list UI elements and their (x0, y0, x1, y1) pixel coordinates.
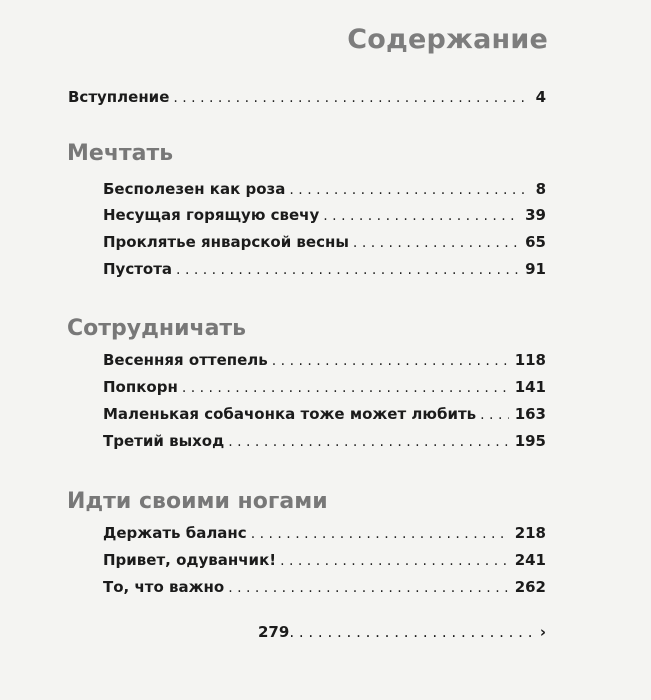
toc-entry-page: 91 (525, 260, 546, 278)
dot-leader (176, 262, 519, 278)
page-title: Содержание (347, 24, 548, 55)
toc-entry-label: Привет, одуванчик! (103, 551, 277, 569)
dot-leader (480, 407, 509, 423)
toc-entry (103, 233, 546, 251)
toc-entry-label: Пустота (103, 260, 173, 278)
toc-entry-page: 218 (514, 524, 546, 542)
dot-leader (251, 526, 509, 542)
section-heading: Сотрудничать (67, 316, 247, 341)
toc-entry (103, 524, 546, 542)
toc-entry-label: То, что важно (103, 578, 225, 596)
toc-entry (103, 206, 546, 224)
next-arrow-icon: › (539, 623, 546, 641)
toc-entry (103, 432, 546, 450)
toc-entry (103, 378, 546, 396)
toc-entry-label: Бесполезен как роза (103, 180, 286, 198)
dot-leader (289, 182, 529, 198)
toc-entry (103, 351, 546, 369)
dot-leader (272, 353, 509, 369)
toc-entry (103, 180, 546, 198)
toc-entry-page: 241 (514, 551, 546, 569)
toc-entry (103, 405, 546, 423)
toc-entry-page: 4 (535, 88, 546, 106)
dot-leader (323, 208, 519, 224)
toc-entry-label: Несущая горящую свечу (103, 206, 320, 224)
toc-entry-page: 39 (525, 206, 546, 224)
toc-entry-intro (68, 88, 546, 106)
toc-entry-page: 262 (514, 578, 546, 596)
section-heading: Идти своими ногами (67, 489, 328, 514)
toc-entry (103, 260, 546, 278)
section-heading: Мечтать (67, 141, 174, 166)
toc-entry-page: 8 (535, 180, 546, 198)
toc-entry (103, 551, 546, 569)
toc-entry (103, 578, 546, 596)
toc-entry-label: Держать баланс (103, 524, 247, 542)
page-footer (258, 623, 546, 641)
dot-leader (289, 623, 536, 641)
toc-entry-page: 118 (514, 351, 546, 369)
toc-entry-page: 65 (525, 233, 546, 251)
toc-entry-label: Проклятье январской весны (103, 233, 349, 251)
footer-page-number: 279 (258, 623, 290, 641)
dot-leader (353, 235, 519, 251)
toc-entry-label: Попкорн (103, 378, 178, 396)
toc-entry-label: Весенняя оттепель (103, 351, 268, 369)
toc-entry-label: Вступление (68, 88, 170, 106)
dot-leader (228, 434, 508, 450)
toc-entry-label: Маленькая собачонка тоже может любить (103, 405, 477, 423)
dot-leader (228, 580, 509, 596)
dot-leader (173, 90, 529, 106)
dot-leader (182, 380, 509, 396)
toc-entry-page: 195 (514, 432, 546, 450)
dot-leader (280, 553, 509, 569)
toc-entry-page: 141 (514, 378, 546, 396)
toc-entry-label: Третий выход (103, 432, 225, 450)
toc-entry-page: 163 (514, 405, 546, 423)
